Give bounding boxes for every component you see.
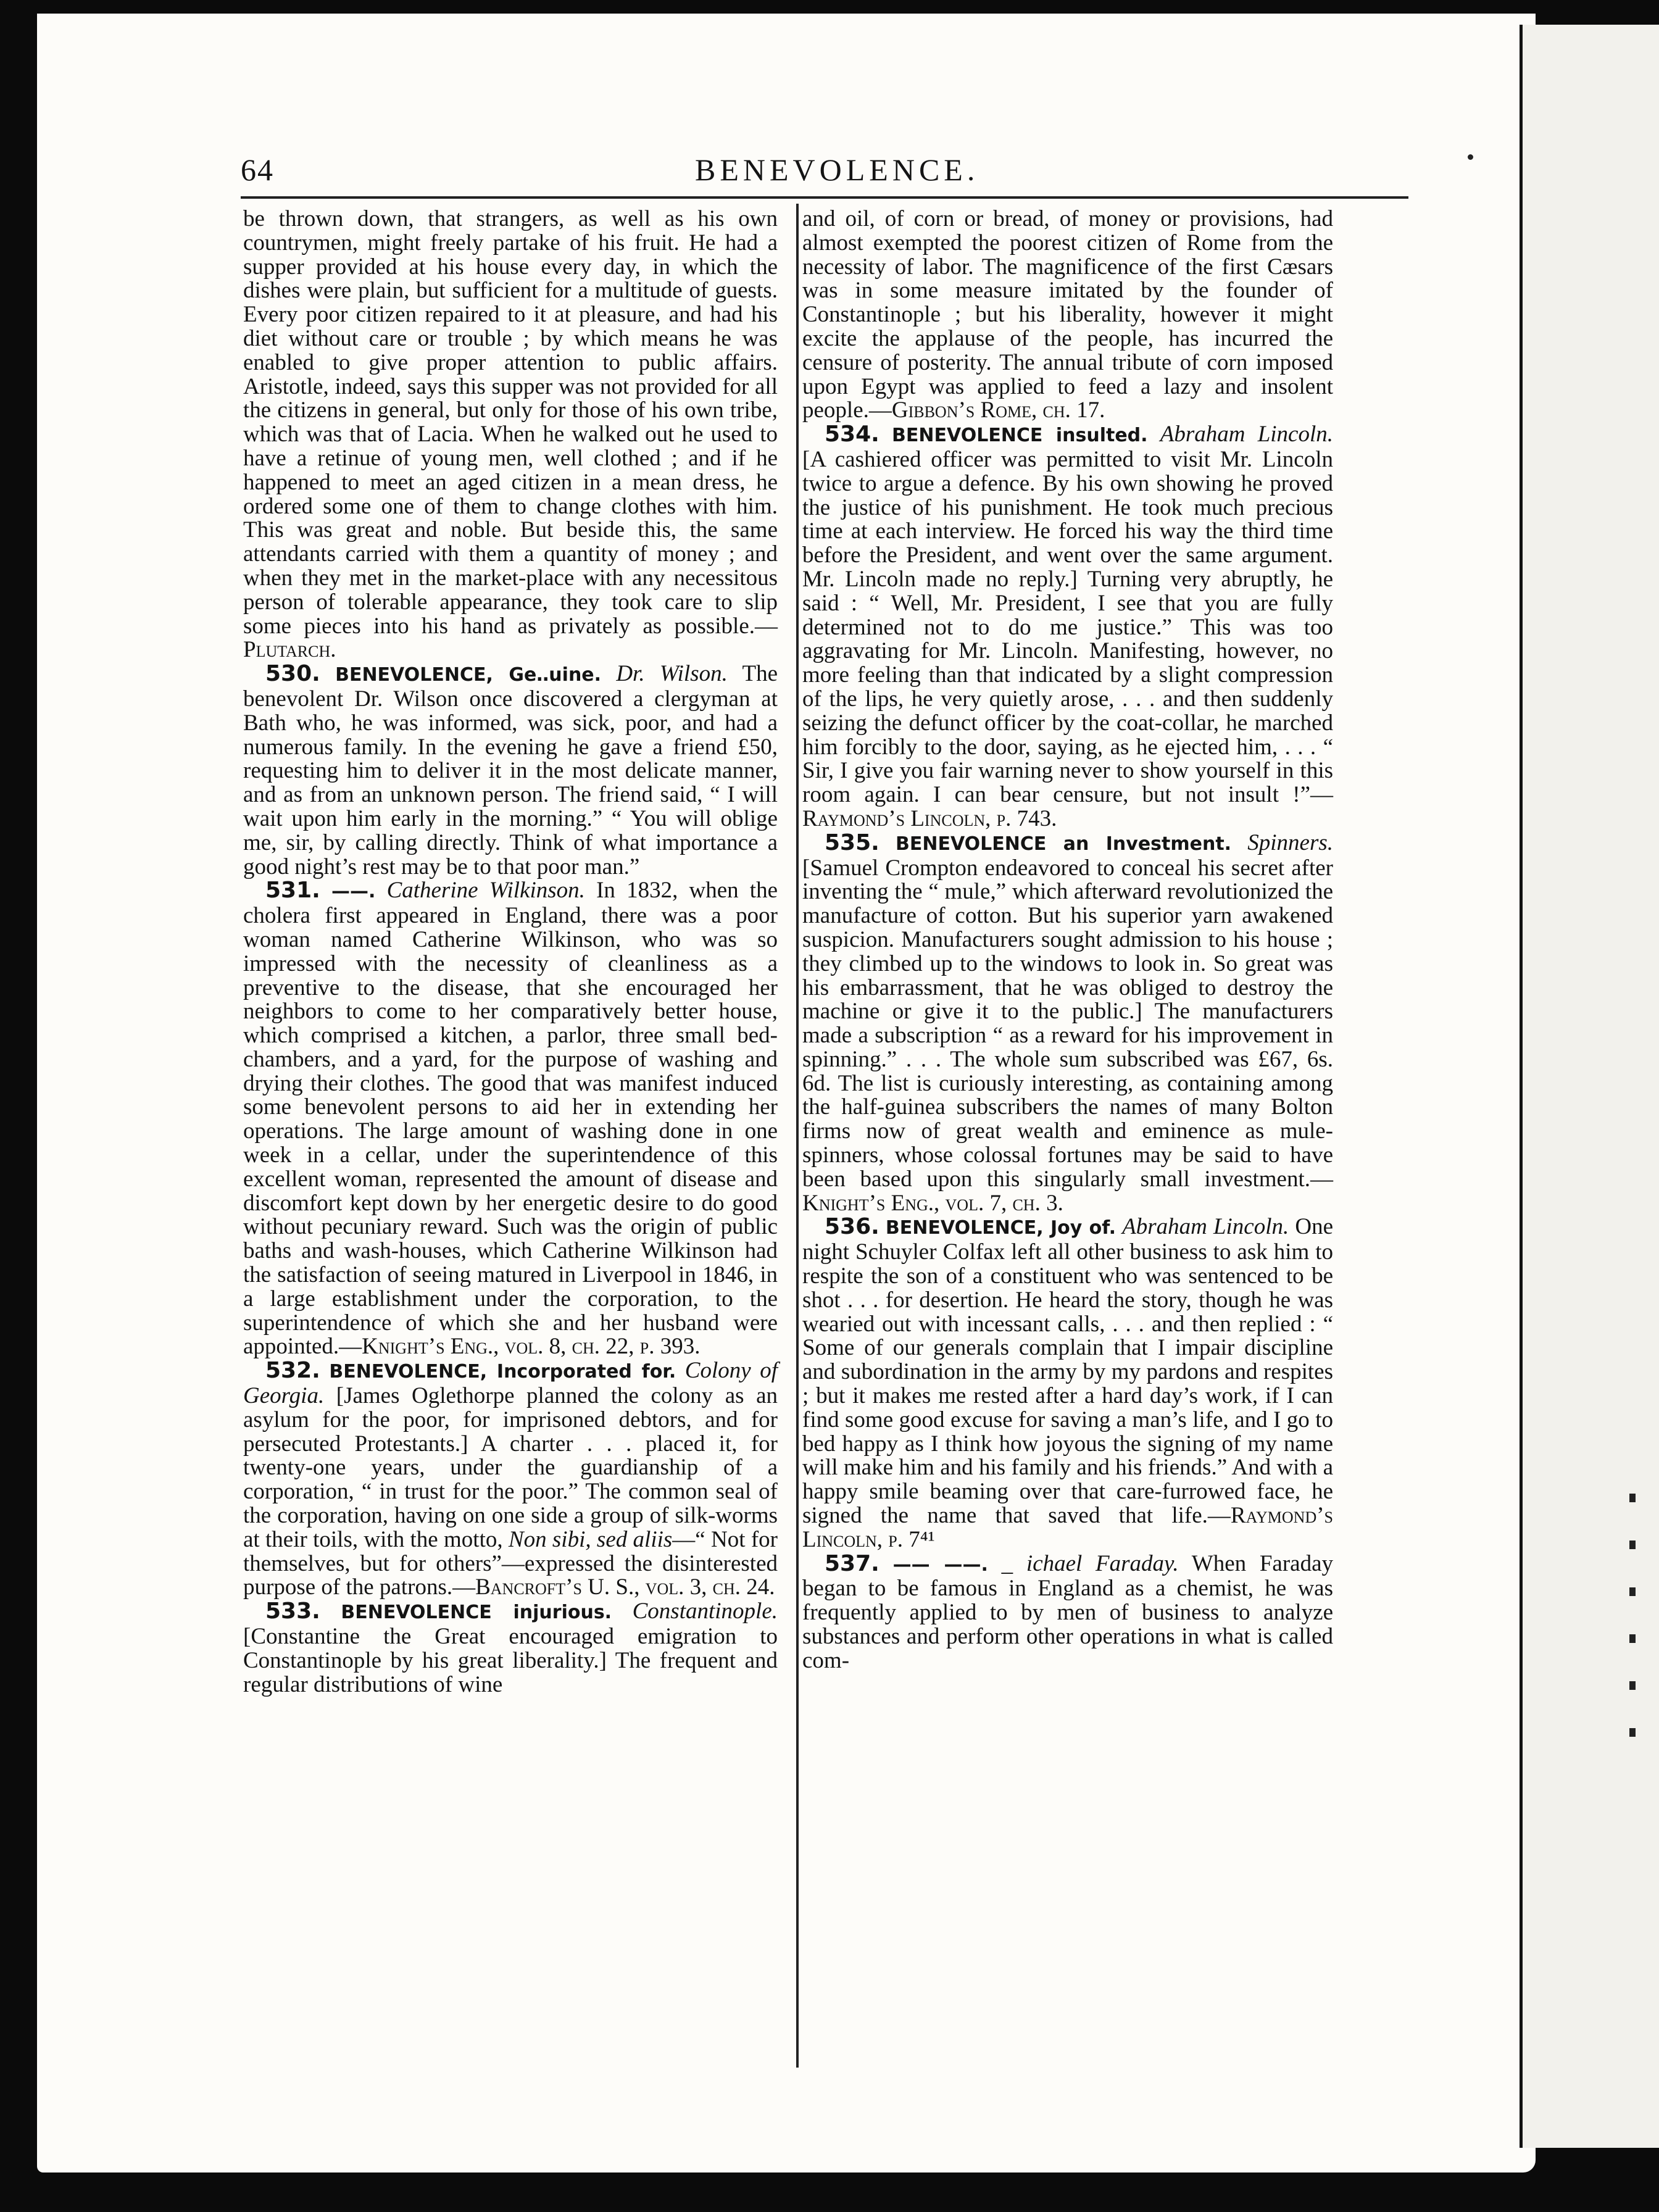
entry-text: When Faraday began to be famous in England as a chemist, he was frequently applied to by men of business to analyze substances and perform other operations in what is called com- — [802, 1550, 1334, 1673]
entry-text: One night Schuyler Colfax left all other business to ask him to respite the son of a constituent who was sentenced to be shot . . . for desertion. He heard the story, though he was wearied out with incessant calls, . . . and then replied : “ Some of our generals complain that I impair discipline and subordination in the army by my pardons and respites ; but it makes me rested after a hard day’s work, if I can find some good excuse for saving a man’s life, and I go to bed happy as I think how joyous the signing of my name will make him and his family and his friends.” And with a happy smile beaming over that care-furrowed face, he signed the name that saved that life.— — [802, 1214, 1333, 1529]
entry-heading: BENEVOLENCE, Joy of. — [885, 1217, 1116, 1239]
entry-530 — [243, 662, 778, 879]
adjacent-page-edge — [1520, 25, 1659, 2148]
header-rule — [241, 196, 1408, 199]
source-citation: Plutarch. — [243, 637, 336, 663]
entry-number: 534. — [825, 422, 879, 447]
right-column — [802, 207, 1333, 1673]
entry-subject: Dr. Wilson. — [616, 661, 728, 687]
entry-heading: BENEVOLENCE, Ge‥uine. — [335, 664, 602, 686]
entry-heading: BENEVOLENCE an Investment. — [896, 833, 1232, 855]
source-citation: Raymond’s Lincoln, p. 743. — [802, 805, 1057, 831]
entry-subject: Abraham Lincoln. — [1160, 422, 1334, 447]
entry-number: 536. — [825, 1214, 879, 1240]
subscription-amount: £67, 6s. 6d. — [802, 1046, 1334, 1096]
source-citation: Raymond’s Lincoln, p. 7⁴¹ — [802, 1503, 1333, 1552]
entry-subject: Colony of Georgia. — [243, 1358, 778, 1409]
entry-subject: Constantinople. — [632, 1599, 778, 1624]
entry-number: 530. — [265, 661, 320, 687]
entry-531 — [243, 879, 778, 1359]
entry-subject: Catherine Wilkinson. — [386, 878, 585, 904]
entry-537 — [802, 1552, 1333, 1673]
entry-534 — [802, 423, 1333, 831]
entry-subject: Abraham Lincoln. — [1122, 1214, 1289, 1240]
entry-text-cont: —“ Not for themselves, but for others”—expressed the disinterested purpose of the patrons.— — [243, 1526, 778, 1600]
entry-text: In 1832, when the cholera first appeared in England, there was a poor woman named Catherine Wilkinson, who was so impressed with the necessity of cleanliness as a preventive to the disease, that she encouraged her neighbors to come to her comparatively better house, which comprised a kitchen, a parlor, three small bed-chambers, and a yard, for the purpose of washing and drying their clothes. The good that was manifest induced some benevolent persons to aid her in extending her operations. The large amount of washing done in one week in a cellar, under the superintendence of this excellent woman, represented the amount of disease and discomfort kept down by her energetic desire to do good without pecuniary reward. Such was the origin of public baths and wash-houses, which Catherine Wilkinson had the satisfaction of seeing matured in Liverpool in 1846, in a large establishment under the corporation, to the superintendence of which she and her husband were appointed.— — [243, 878, 778, 1360]
entry-536 — [802, 1215, 1333, 1552]
entry-heading: BENEVOLENCE injurious. — [341, 1602, 612, 1624]
entry-532 — [243, 1359, 778, 1600]
entry-number: 537. — [825, 1550, 879, 1576]
entry-heading: BENEVOLENCE insulted. — [892, 425, 1148, 447]
entry-text: [Samuel Crompton endeavored to conceal his secret after inventing the “ mule,” which afterward revolutionized the manufacture of cotton. But his superior yarn awakened suspicion. Manufacturers sought admission to his house ; they climbed up to the windows to look in. So great was his embarrassment, that he was obliged to destroy the machine or give it to the public.] The manufacturers made a subscription “ as a reward for his improvement in spinning.” . . . The whole sum subscribed was — [802, 855, 1333, 1072]
source-citation: Knight’s Eng., vol. 8, ch. 22, p. 393. — [362, 1334, 701, 1360]
entry-text: The benevolent Dr. Wilson once discovered a clergyman at Bath who, he was informed, was sick, poor, and had a numerous family. In the evening he gave a friend £50, requesting him to deliver it in the most delicate manner, and as from an unknown person. The friend said, “ I will wait upon him early in the morning.” “ You will oblige me, sir, by calling directly. Think of what importance a good night’s rest may be to that poor man.” — [243, 661, 778, 879]
source-citation: Gibbon’s Rome, ch. 17. — [891, 397, 1105, 423]
entry-heading: ——. — [331, 881, 376, 903]
scan-speck — [1468, 154, 1473, 160]
entry-text: [A cashiered officer was permitted to visit Mr. Lincoln twice to argue a defence. By his own showing he proved the justice of his punishment. He took much precious time at each interview. He forced his way the third time before the President, and went over the same argument. Mr. Lincoln made no reply.] Turning very abruptly, he said : “ Well, Mr. President, I see that you are fully determined not to do me justice.” This was too aggravating for Mr. Lincoln. Manifesting, however, no more feeling than that indicated by a slight compression of the lips, he very quietly arose, . . . and then suddenly seizing the defunct officer by the coat-collar, he marched him forcibly to the door, saying, as he ejected him, . . . “ Sir, I give you fair warning never to show yourself in this room again. I can bear censure, but not insult !”— — [802, 446, 1333, 808]
entry-535 — [802, 831, 1333, 1216]
entry-heading: —— ——. — [892, 1553, 988, 1576]
entry-heading: BENEVOLENCE, Incorporated for. — [329, 1361, 676, 1383]
source-citation: Bancroft’s U. S., vol. 3, ch. 24. — [475, 1574, 775, 1600]
column-divider — [796, 204, 799, 2068]
continued-text-right: and oil, of corn or bread, of money or provisions, had almost exempted the poorest citizen of Rome from the necessity of labor. The magnificence of the first Cæsars was in some measure imitated by the founder of Constantinople ; but his liberality, however it might excite the applause of the people, has incurred the censure of posterity. The annual tribute of corn imposed upon Egypt was applied to feed a lazy and insolent people.—Gibbon’s Rome, ch. 17. — [802, 206, 1333, 423]
entry-text: [James Oglethorpe planned the colony as an asylum for the poor, for imprisoned debtors, and for persecuted Protestants.] A charter . . . placed it, for twenty-one years, under the guardianship of a corporation, “ in trust for the poor.” The common seal of the corporation, having on one side a group of silk-worms at their toils, with the motto, — [243, 1383, 778, 1552]
entry-number: 533. — [265, 1599, 320, 1624]
entry-number: 531. — [265, 878, 320, 904]
source-citation: Knight’s Eng., vol. 7, ch. 3. — [802, 1190, 1063, 1216]
latin-motto: Non sibi, sed aliis — [508, 1526, 673, 1552]
adjacent-page-marks — [1629, 1494, 1654, 1775]
entry-533 — [243, 1600, 778, 1697]
entry-number: 535. — [825, 830, 879, 855]
entry-text: [Constantine the Great encouraged emigration to Constantinople by his great liberality.] The frequent and regular distributions of wine — [243, 1624, 778, 1697]
entry-text-cont: The list is curiously interesting, as containing among the half-guinea subscribers the names of many Bolton firms now of great wealth and eminence as mule-spinners, whose colossal fortunes may be said to have been based upon this singularly small investment.— — [802, 1070, 1333, 1192]
page-number: 64 — [241, 152, 274, 187]
continued-text-left: be thrown down, that strangers, as well as his own countrymen, might freely partake of his fruit. He had a supper provided at his house every day, in which the dishes were plain, but sufficient for a multitude of guests. Every poor citizen repaired to it at pleasure, and had his diet without care or trouble ; by which means he was enabled to give proper attention to public affairs. Aristotle, indeed, says this supper was not provided for all the citizens in general, but only for those of his own tribe, which was that of Lacia. When he walked out he used to have a retinue of young men, well clothed ; and if he happened to meet an aged citizen in a mean dress, he ordered some one of them to change clothes with him. This was great and noble. But beside this, the same attendants carried with them a quantity of money ; and when they met in the market-place with any necessitous person of tolerable appearance, they took care to slip some pieces into his hand as privately as possible.—Plutarch. — [243, 206, 778, 663]
entry-number: 532. — [265, 1358, 320, 1384]
running-head: BENEVOLENCE. — [695, 152, 979, 187]
left-column — [243, 207, 778, 1697]
entry-subject: Spinners. — [1247, 830, 1334, 855]
entry-subject: _ ichael Faraday. — [1001, 1550, 1179, 1576]
